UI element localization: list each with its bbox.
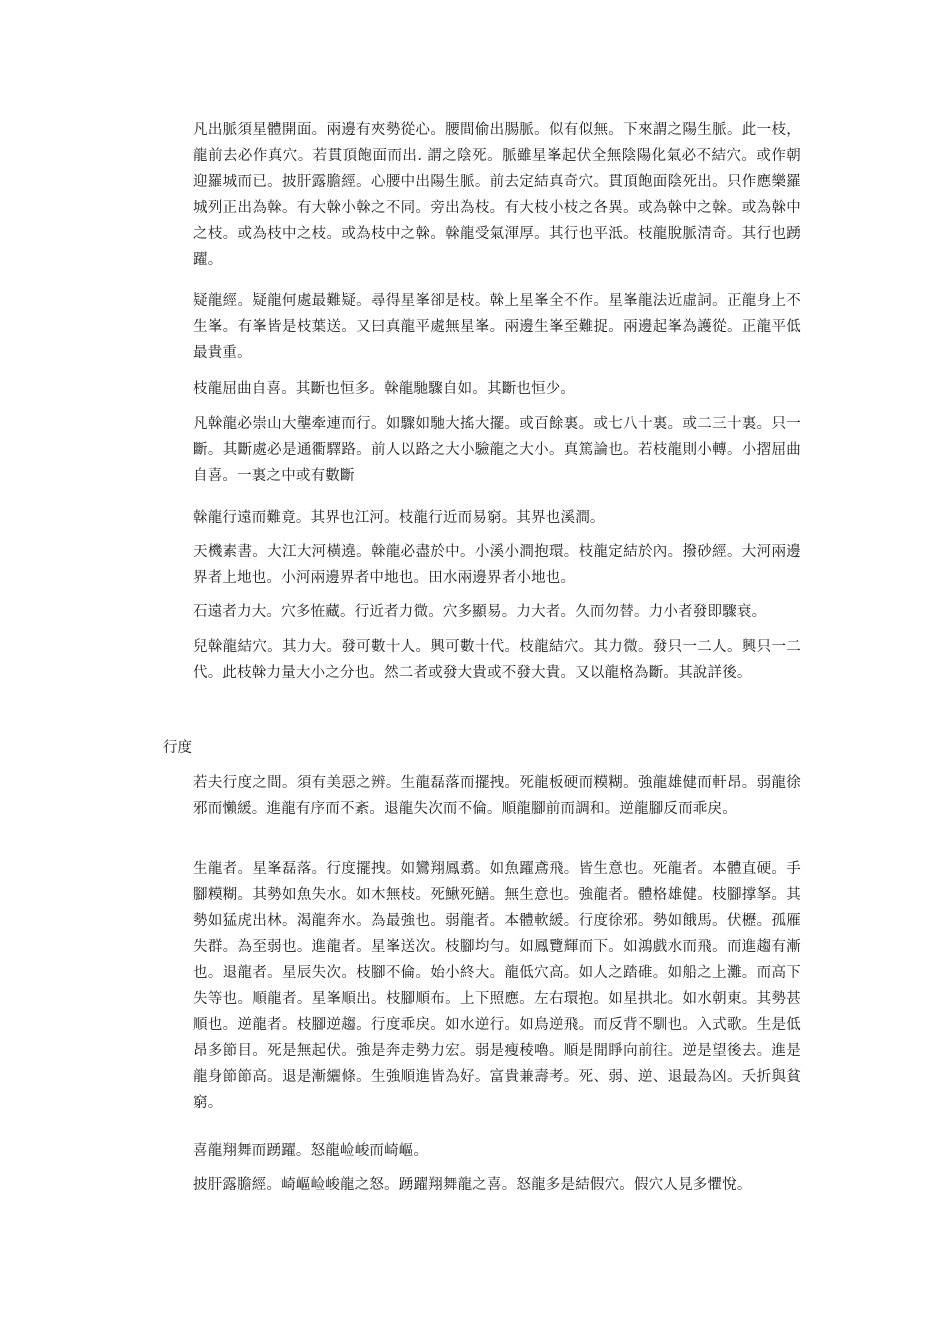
paragraph-tianji-sushu: 天機素書。大江大河橫遶。榦龍必盡於中。小溪小澗抱環。枝龍定結於內。撥砂經。大河兩邊界者上地也。小河兩邊界者中地也。田水兩邊界者小地也。	[193, 544, 801, 586]
section-heading: 行度	[163, 740, 192, 756]
paragraph-boundaries: 榦龍行遠而難竟。其界也江河。枝龍行近而易窮。其界也溪澗。	[193, 510, 605, 526]
paragraph-main-vein: 凡出脈須星體開面。兩邊有夾勢從心。腰間偷出腸脈。似有似無。下來謂之陽生脈。此一枝，龍前去必作真穴。若貫頂飽面而出. 謂之陰死。脈雖星峯起伏全無陰陽化氣必不結穴。或作朝迎羅城而已。披肝露膽經。心腰中出陽生脈。前去定結真奇穴。貫頂飽面陰死出。只作應樂羅城列正出為榦。有大榦小榦之不同。旁出為枝。有大枝小枝之各異。或為榦中之榦。或為榦中之枝。或為枝中之枝。或為枝中之榦。榦龍受氣渾厚。其行也平泜。枝龍脫脈清奇。其行也踴躍。	[193, 122, 801, 268]
paragraph-xingdu-intro: 若夫行度之間。須有美惡之辨。生龍磊落而擺拽。死龍板硬而糢糊。強龍雄健而軒昂。弱龍徐邪而懶緩。進龍有序而不紊。退龍失次而不倫。順龍腳前而調和。逆龍腳反而乖戾。	[193, 775, 801, 817]
paragraph-fortune: 兒榦龍結穴。其力大。發可數十人。興可數十代。枝龍結穴。其力微。發只一二人。興只一二代。此枝榦力量大小之分也。然二者或發大貴或不發大貴。又以龍格為斷。其說詳後。	[193, 639, 801, 681]
paragraph-trunk-dragon: 凡榦龍必崇山大壟牽連而行。如驟如馳大搖大擺。或百餘裏。或七八十裏。或二三十裏。只一斷。其斷處必是通衢驛路。前人以路之大小驗龍之大小。真篤論也。若枝龍則小轉。小摺屈曲自喜。一裏之中或有數斷	[193, 416, 801, 484]
paragraph-yilong-jing: 疑龍經。疑龍何處最難疑。尋得星峯卻是枝。榦上星峯全不作。星峯龍法近虛詞。正龍身上不生峯。有峯皆是枝葉送。又曰真龍平處無星峯。兩邊生峯至難捉。兩邊起峯為護從。正龍平低最貴重。	[193, 293, 801, 361]
paragraph-happy-angry-dragon: 喜龍翔舞而踴躍。怒龍崄峻而崎嶇。	[193, 1143, 429, 1159]
paragraph-pigan-ludan-jing: 披肝露膽經。崎嶇崄峻龍之怒。踴躍翔舞龍之喜。怒龍多是結假穴。假穴人見多懼悅。	[193, 1177, 752, 1193]
paragraph-strength: 石遠者力大。穴多恠藏。行近者力微。穴多顯易。力大者。久而勿替。力小者發即驟衰。	[193, 604, 767, 620]
paragraph-branch-dragon: 枝龍屈曲自喜。其斷也恒多。榦龍馳驟自如。其斷也恒少。	[193, 381, 576, 397]
paragraph-xingdu-detail: 生龍者。星峯磊落。行度擺拽。如鸞翔鳳翥。如魚躍鳶飛。皆生意也。死龍者。本體直硬。手腳糢糊。其勢如魚失水。如木無枝。死鰍死鱔。無生意也。強龍者。體格雄健。枝腳撑拏。其勢如猛虎出林。渴龍奔水。為最強也。弱龍者。本體軟緩。行度徐邪。勢如餓馬。伏櫪。孤雁失群。為至弱也。進龍者。星峯送次。枝腳均勻。如鳳覽輝而下。如鴻戲水而飛。而進趨有漸也。退龍者。星辰失次。枝腳不倫。始小終大。龍低穴高。如人之踏碓。如船之上灘。而高下失等也。順龍者。星峯順出。枝腳順布。上下照應。左右環抱。如星拱北。如水朝東。其勢甚順也。逆龍者。枝腳逆趨。行度乖戾。如水逆行。如鳥逆飛。而反背不馴也。入式歌。生是低昂多節目。死是無起伏。強是奔走勢力宏。弱是瘦稜嚕。順是閒睜向前往。逆是望後去。進是龍身節節高。退是漸纚條。生強順進皆為好。富貴兼壽考。死、弱、逆、退最為凶。夭折與貧窮。	[193, 861, 801, 1111]
